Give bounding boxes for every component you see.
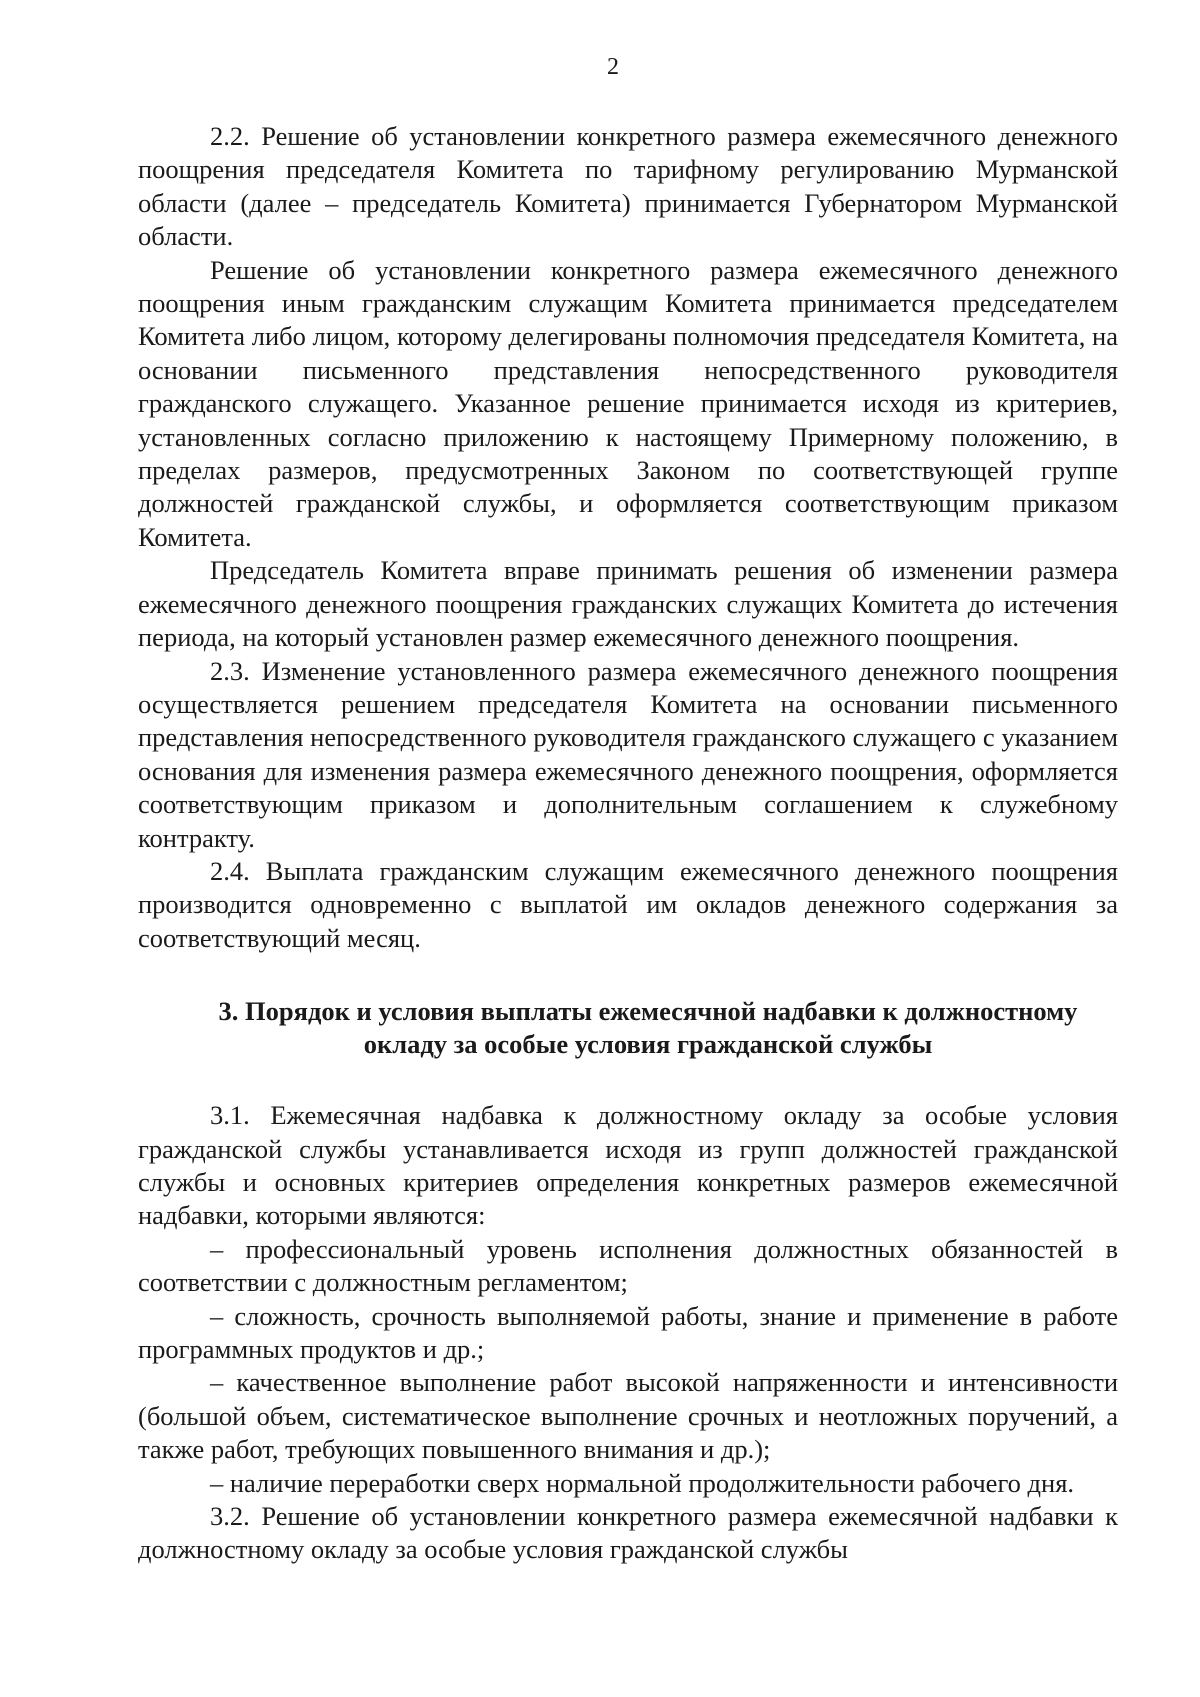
paragraph-2-4: 2.4. Выплата гражданским служащим ежемесячного денежного поощрения производится одновременно с выплатой им окладов денежного содержания за соответствующий месяц. <box>138 855 1118 953</box>
section-3-heading-line1: 3. Порядок и условия выплаты ежемесячной надбавки к должностному <box>218 996 1078 1027</box>
paragraph-2-3: 2.3. Изменение установленного размера ежемесячного денежного поощрения осуществляется решением председателя Комитета на основании письменного представления непосредственного руководителя гражданского служащего с указанием основания для изменения размера ежемесячного денежного поощрения, оформляется соответствующим приказом и дополнительным соглашением к служебному контракту. <box>138 655 1118 853</box>
paragraph-3-1: 3.1. Ежемесячная надбавка к должностному окладу за особые условия гражданской службы устанавливается исходя из групп должностей гражданской службы и основных критериев определения конкретных размеров ежемесячной надбавки, которыми являются: <box>138 1100 1118 1231</box>
paragraph-3-2: 3.2. Решение об установлении конкретного размера ежемесячной надбавки к должностному окладу за особые условия гражданской службы <box>138 1501 1118 1565</box>
paragraph-2-2-decision: Решение об установлении конкретного размера ежемесячного денежного поощрения иным гражданским служащим Комитета принимается председателем Комитета либо лицом, которому делегированы полномочия председателя Комитета, на основании письменного представления непосредственного руководителя гражданского служащего. Указанное решение принимается исходя из критериев, установленных согласно приложению к настоящему Примерному положению, в пределах размеров, предусмотренных Законом по соответствующей группе должностей гражданской службы, и оформляется соответствующим приказом Комитета. <box>138 254 1118 552</box>
criteria-item: – наличие переработки сверх нормальной продолжительности рабочего дня. <box>210 1467 1075 1498</box>
paragraph-2-2-chairman-rights: Председатель Комитета вправе принимать решения об изменении размера ежемесячного денежного поощрения гражданских служащих Комитета до истечения периода, на который установлен размер ежемесячного денежного поощрения. <box>138 555 1118 653</box>
section-3-heading-line2: окладу за особые условия гражданской службы <box>363 1029 933 1060</box>
criteria-item: – профессиональный уровень исполнения должностных обязанностей в соответствии с должностным регламентом; <box>138 1233 1118 1298</box>
paragraph-2-2: 2.2. Решение об установлении конкретного размера ежемесячного денежного поощрения председателя Комитета по тарифному регулированию Мурманской области (далее – председатель Комитета) принимается Губернатором Мурманской области. <box>138 121 1118 252</box>
criteria-item: – качественное выполнение работ высокой напряженности и интенсивности (большой объем, систематическое выполнение срочных и неотложных поручений, а также работ, требующих повышенного внимания и др.); <box>138 1367 1118 1465</box>
document-page <box>138 52 1118 1567</box>
page-number: 2 <box>607 54 619 80</box>
section-3-heading <box>138 995 1118 1061</box>
criteria-item: – сложность, срочность выполняемой работы, знание и применение в работе программных продуктов и др.; <box>138 1300 1118 1364</box>
